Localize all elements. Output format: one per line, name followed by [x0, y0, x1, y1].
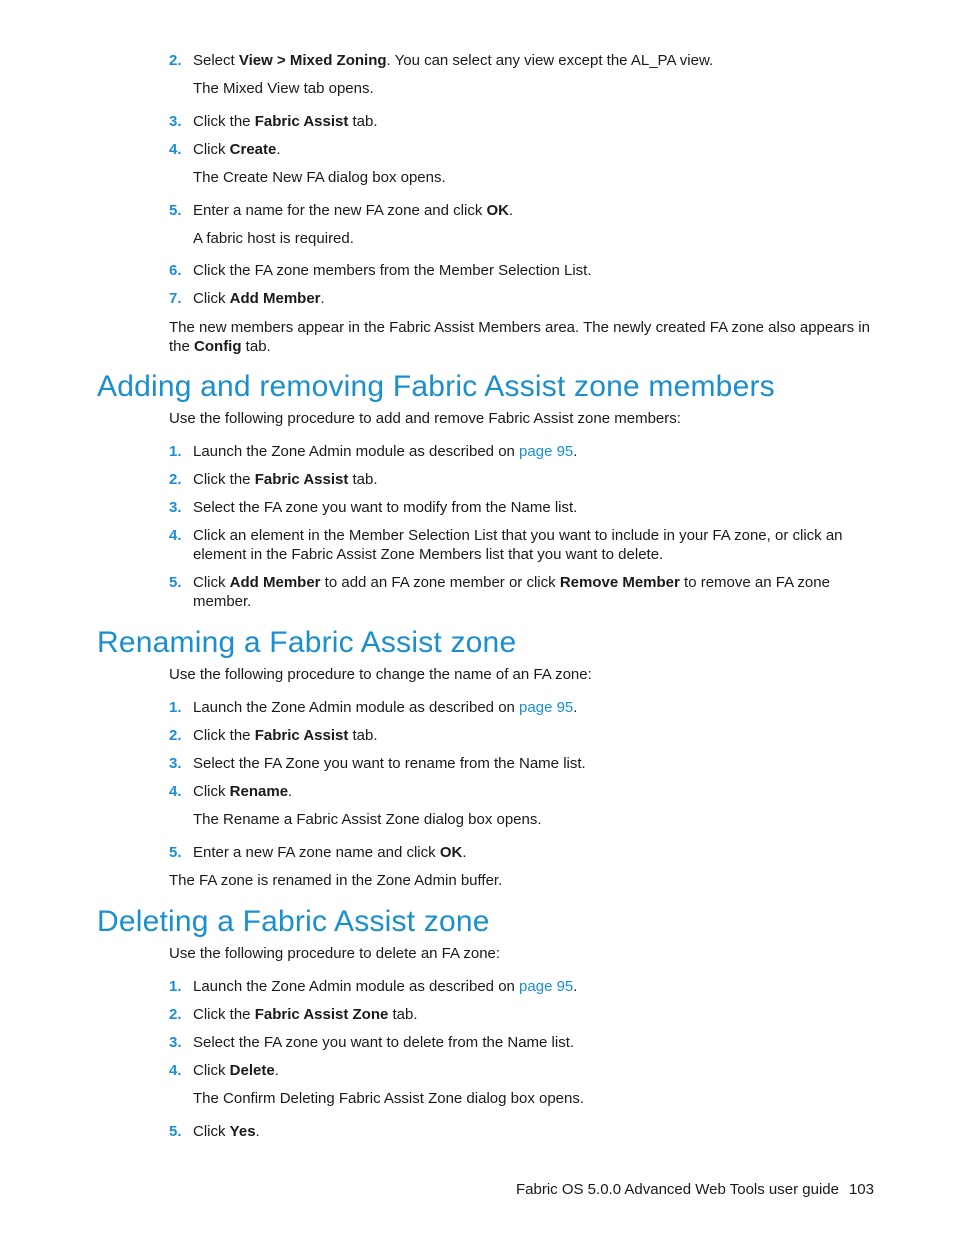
section-intro: Use the following procedure to add and remove Fabric Assist zone members:	[169, 410, 681, 427]
closing-paragraph: The new members appear in the Fabric Assist Members area. The newly created FA zone also appears in the Config tab.	[169, 319, 870, 355]
step-select-zone: 3. Select the FA zone you want to modify from the Name list.	[169, 499, 578, 516]
page-link[interactable]: page 95	[519, 699, 574, 716]
section-heading: Adding and removing Fabric Assist zone members	[97, 370, 775, 403]
step-note: The Mixed View tab opens.	[193, 80, 374, 97]
section-heading: Deleting a Fabric Assist zone	[97, 905, 490, 938]
step-note: The Create New FA dialog box opens.	[193, 169, 446, 186]
step-launch-zone-admin: 1. Launch the Zone Admin module as described on page 95.	[169, 443, 578, 460]
page-link[interactable]: page 95	[519, 443, 574, 460]
page-footer	[516, 1180, 874, 1199]
footer-title: Fabric OS 5.0.0 Advanced Web Tools user guide	[516, 1181, 839, 1198]
page-link[interactable]: page 95	[519, 978, 574, 995]
step-select-zone: 3. Select the FA Zone you want to rename from the Name list.	[169, 755, 586, 772]
step-click-fabric-assist: 2. Click the Fabric Assist tab.	[169, 727, 378, 744]
section-intro: Use the following procedure to change the name of an FA zone:	[169, 666, 592, 683]
step-click-element: 4. Click an element in the Member Selection List that you want to include in your FA zone, or click an element in the Fabric Assist Zone Members list that you want to delete.	[169, 527, 843, 563]
section-heading: Renaming a Fabric Assist zone	[97, 626, 517, 659]
step-click-fabric-assist-zone: 2. Click the Fabric Assist Zone tab.	[169, 1006, 418, 1023]
page-number: 103	[848, 1181, 874, 1198]
section-intro: Use the following procedure to delete an FA zone:	[169, 945, 501, 962]
step-note: The Rename a Fabric Assist Zone dialog box opens.	[193, 811, 542, 828]
step-select-zone: 3. Select the FA zone you want to delete from the Name list.	[169, 1034, 575, 1051]
step-click-fabric-assist: 2. Click the Fabric Assist tab.	[169, 471, 378, 488]
step-click-delete: 4. Click Delete.	[169, 1062, 279, 1079]
closing-paragraph: The FA zone is renamed in the Zone Admin buffer.	[169, 872, 503, 889]
step-click-create: 4. Click Create.	[169, 141, 281, 158]
step-add-remove-member: 5. Click Add Member to add an FA zone member or click Remove Member to remove an FA zone member.	[169, 574, 830, 610]
step-click-add-member: 7. Click Add Member.	[169, 290, 325, 307]
step-click-members: 6. Click the FA zone members from the Member Selection List.	[169, 262, 592, 279]
step-click-rename: 4. Click Rename.	[169, 783, 293, 800]
step-launch-zone-admin: 1. Launch the Zone Admin module as described on page 95.	[169, 699, 578, 716]
step-enter-name: 5. Enter a name for the new FA zone and click OK.	[169, 202, 514, 219]
step-enter-new-name: 5. Enter a new FA zone name and click OK.	[169, 844, 467, 861]
step-note: The Confirm Deleting Fabric Assist Zone dialog box opens.	[193, 1090, 585, 1107]
step-note: A fabric host is required.	[193, 230, 354, 247]
step-click-yes: 5. Click Yes.	[169, 1123, 260, 1140]
step-click-fabric-assist: 3. Click the Fabric Assist tab.	[169, 113, 378, 130]
step-select-view: 2. Select View > Mixed Zoning. You can select any view except the AL_PA view.	[169, 52, 714, 69]
step-launch-zone-admin: 1. Launch the Zone Admin module as described on page 95.	[169, 978, 578, 995]
